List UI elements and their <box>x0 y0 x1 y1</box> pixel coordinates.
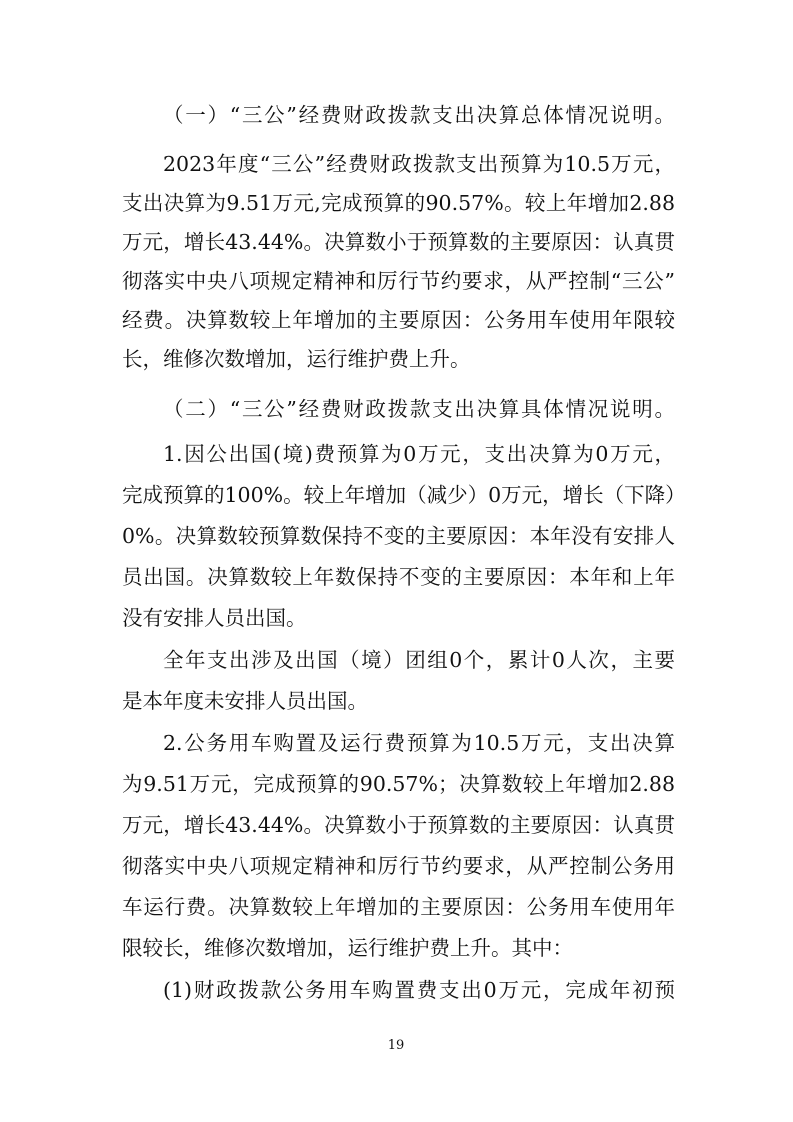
paragraph-line: 车运行费。决算数较上年增加的主要原因：公务用车使用年 <box>122 895 675 919</box>
paragraph-line: 限较长，维修次数增加，运行维护费上升。其中： <box>122 936 573 960</box>
paragraph-line: 彻落实中央八项规定精神和厉行节约要求，从严控制公务用 <box>122 854 675 878</box>
page-number: 19 <box>387 1038 405 1053</box>
paragraph-line: 万元，增长43.44%。决算数小于预算数的主要原因：认真贯 <box>122 813 675 837</box>
paragraph-line: 没有安排人员出国。 <box>122 606 307 630</box>
paragraph-line: 为9.51万元，完成预算的90.57%；决算数较上年增加2.88 <box>122 772 675 796</box>
paragraph-line: 完成预算的100%。较上年增加（减少）0万元，增长（下降） <box>122 483 686 507</box>
paragraph-line: 彻落实中央八项规定精神和厉行节约要求，从严控制“三公” <box>122 269 675 293</box>
section-heading-overall: （一）“三公”经费财政拨款支出决算总体情况说明。 <box>163 103 675 127</box>
paragraph-line: (1)财政拨款公务用车购置费支出0万元，完成年初预 <box>163 978 675 1002</box>
paragraph-line: 经费。决算数较上年增加的主要原因：公务用车使用年限较 <box>122 308 675 332</box>
paragraph-line: 是本年度未安排人员出国。 <box>122 689 368 713</box>
paragraph-line: 0%。决算数较预算数保持不变的主要原因：本年没有安排人 <box>122 524 675 548</box>
paragraph-line: 员出国。决算数较上年数保持不变的主要原因：本年和上年 <box>122 565 675 589</box>
paragraph-line: 2023年度“三公”经费财政拨款支出预算为10.5万元， <box>163 152 675 176</box>
paragraph-line: 支出决算为9.51万元,完成预算的90.57%。较上年增加2.88 <box>122 191 675 215</box>
paragraph-line: 万元，增长43.44%。决算数小于预算数的主要原因：认真贯 <box>122 230 675 254</box>
paragraph-line: 1.因公出国(境)费预算为0万元，支出决算为0万元， <box>163 442 675 466</box>
paragraph-line: 长，维修次数增加，运行维护费上升。 <box>122 347 471 371</box>
section-heading-detailed: （二）“三公”经费财政拨款支出决算具体情况说明。 <box>163 397 675 421</box>
paragraph-line: 2.公务用车购置及运行费预算为10.5万元，支出决算 <box>163 731 675 755</box>
paragraph-line: 全年支出涉及出国（境）团组0个，累计0人次，主要 <box>163 648 675 672</box>
